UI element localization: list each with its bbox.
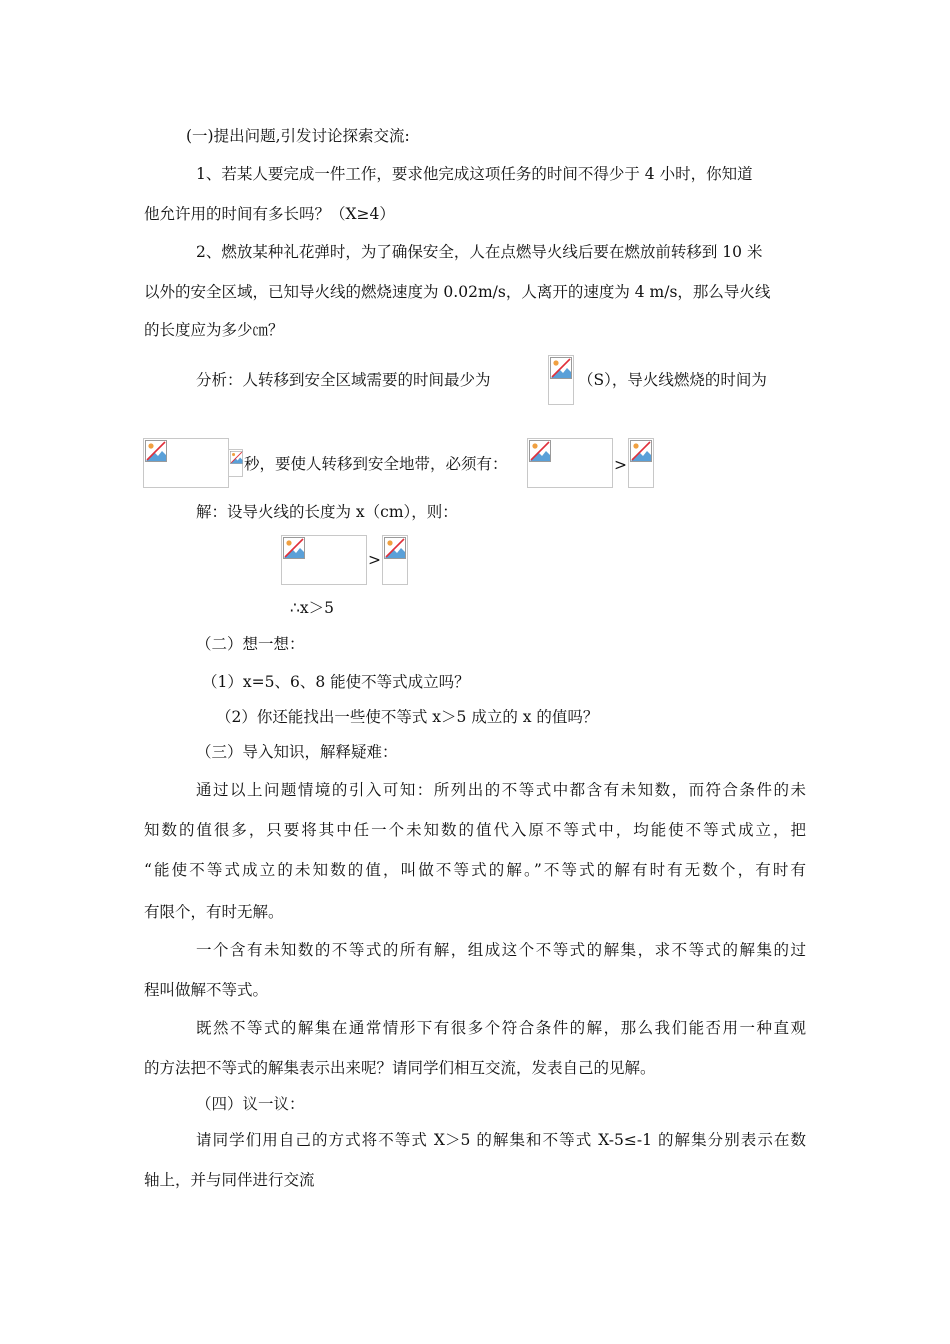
paragraph-three-line-1: 既然不等式的解集在通常情形下有很多个符合条件的解，那么我们能否用一种直观 <box>196 1019 806 1037</box>
broken-image-icon <box>630 440 652 462</box>
analysis-text-b: （S），导火线燃烧的时间为 <box>578 371 767 389</box>
question-one-line-1: 1、若某人要完成一件工作，要求他完成这项任务的时间不得少于 4 小时，你知道 <box>196 165 753 183</box>
analysis-text-c: 秒，要使人转移到安全地带，必须有： <box>244 455 508 473</box>
paragraph-one-line-4: 有限个，有时无解。 <box>144 903 284 921</box>
question-two-line-3: 的长度应为多少㎝？ <box>144 321 284 339</box>
solution-greater-than-symbol: > <box>368 551 381 569</box>
analysis-text-a: 分析：人转移到安全区域需要的时间最少为 <box>196 371 491 389</box>
formula-image-solution-left <box>281 535 367 585</box>
section-two-title: （二）想一想： <box>196 635 305 653</box>
section-three-title: （三）导入知识，解释疑难： <box>196 743 398 761</box>
section-one-title: (一)提出问题,引发讨论探索交流: <box>186 127 410 145</box>
paragraph-two-line-1: 一个含有未知数的不等式的所有解，组成这个不等式的解集，求不等式的解集的过 <box>196 941 806 959</box>
formula-image-burn-time <box>143 438 229 488</box>
broken-image-icon <box>230 451 243 464</box>
paragraph-one-line-2: 知数的值很多，只要将其中任一个未知数的值代入原不等式中，均能使不等式成立，把 <box>144 821 806 839</box>
broken-image-icon <box>529 440 551 462</box>
broken-image-icon <box>283 537 305 559</box>
paragraph-one-line-3: “能使不等式成立的未知数的值，叫做不等式的解。”不等式的解有时有无数个，有时有 <box>144 861 806 879</box>
formula-image-left-side <box>527 438 613 488</box>
think-question-2: （2）你还能找出一些使不等式 x＞5 成立的 x 的值吗？ <box>216 708 599 726</box>
solution-text: 解：设导火线的长度为 x（cm），则： <box>196 503 458 521</box>
paragraph-three-line-2: 的方法把不等式的解集表示出来呢？请同学们相互交流，发表自己的见解。 <box>144 1059 656 1077</box>
question-two-line-2: 以外的安全区域，已知导火线的燃烧速度为 0.02m/s，人离开的速度为 4 m/s，那么导火线 <box>144 283 771 301</box>
broken-image-icon <box>145 440 167 462</box>
question-two-line-1: 2、燃放某种礼花弹时，为了确保安全，人在点燃导火线后要在燃放前转移到 10 米 <box>196 243 763 261</box>
formula-image-min-time <box>548 355 574 405</box>
section-four-title: （四）议一议： <box>196 1095 305 1113</box>
formula-image-right-side <box>628 438 654 488</box>
question-one-line-2: 他允许用的时间有多长吗？（X≥4） <box>144 205 395 223</box>
broken-image-icon <box>550 357 572 379</box>
greater-than-symbol: > <box>614 456 627 474</box>
paragraph-four-line-1: 请同学们用自己的方式将不等式 X＞5 的解集和不等式 X-5≤-1 的解集分别表示在数 <box>196 1131 806 1149</box>
paragraph-one-line-1: 通过以上问题情境的引入可知：所列出的不等式中都含有未知数，而符合条件的未 <box>196 781 806 799</box>
paragraph-two-line-2: 程叫做解不等式。 <box>144 981 269 999</box>
therefore-result: ∴x＞5 <box>290 599 334 617</box>
think-question-1: （1）x=5、6、8 能使不等式成立吗？ <box>202 673 470 691</box>
formula-image-solution-right <box>382 535 408 585</box>
formula-image-small <box>228 449 243 477</box>
paragraph-four-line-2: 轴上，并与同伴进行交流 <box>144 1171 315 1189</box>
broken-image-icon <box>384 537 406 559</box>
